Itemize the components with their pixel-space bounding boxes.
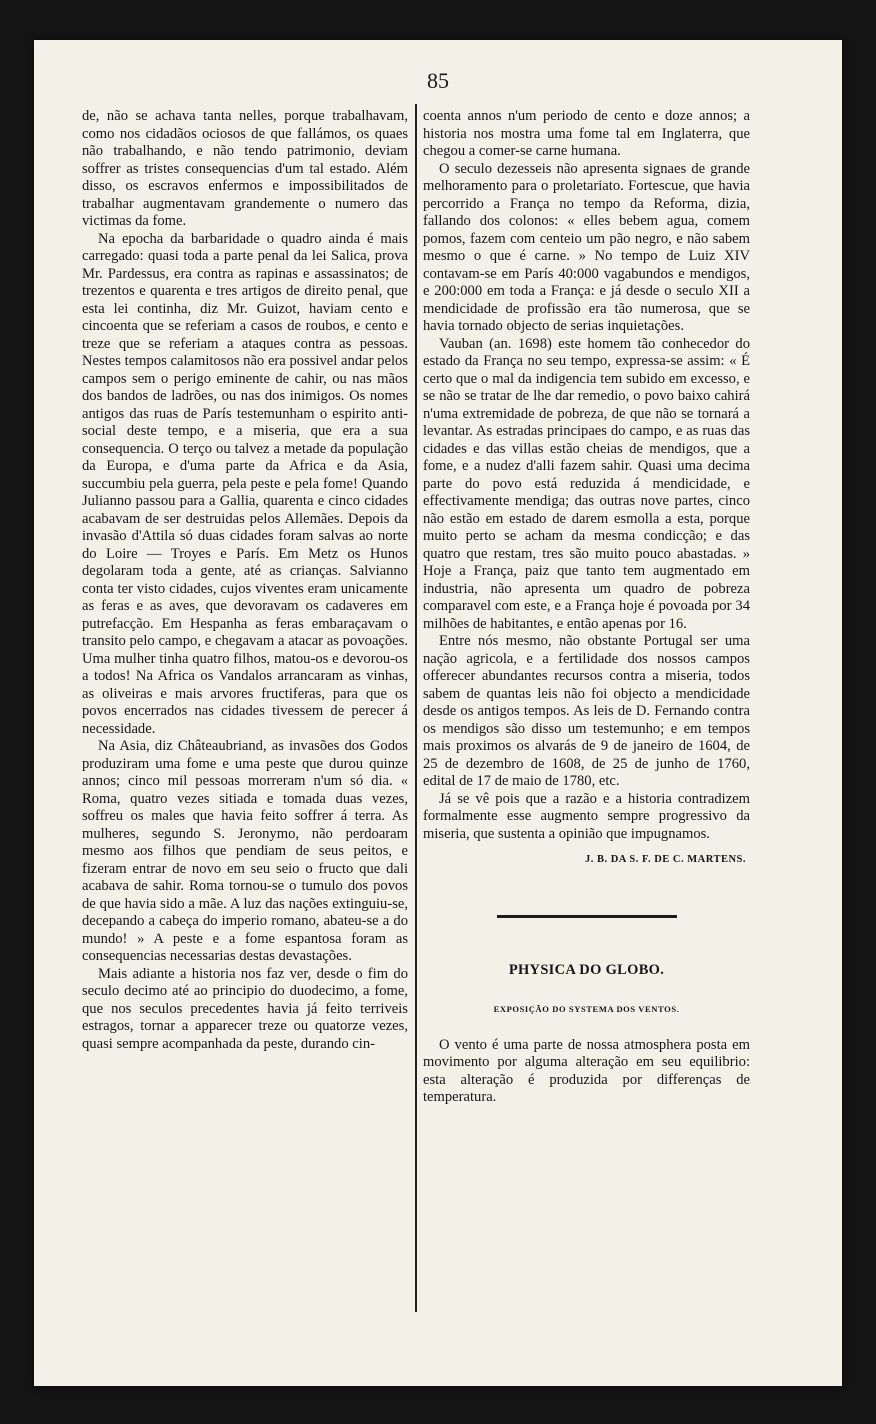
page-number: 85 xyxy=(427,68,449,93)
column-divider xyxy=(415,104,417,1312)
section-lead-paragraph: O vento é uma parte de nossa atmosphera posta em movimento por alguma alteração em seu equilibrio: esta alteração é produzida por differenças de temperatura. xyxy=(423,1036,750,1105)
paragraph: O seculo dezesseis não apresenta signaes de grande melhoramento para o proletariato. Fortescue, que havia percorrido a França no tempo da Reforma, dizia, fallando dos colonos: « elles bebem agua, comem pomos, fazem com centeio um pão negro, e não sabem mesmo o que é carne. » No tempo de Luiz XIV contavam-se em París 40:000 vagabundos e mendigos, e 200:000 em toda a França: e já desde o seculo XII a mendicidade de profissão era tão numerosa, que se havia tornado objecto de serias inquietações. xyxy=(423,160,750,334)
section-subtitle: EXPOSIÇÃO DO SYSTEMA DOS VENTOS. xyxy=(493,1004,680,1014)
paragraph: Mais adiante a historia nos faz ver, desde o fim do seculo decimo até ao principio do duodecimo, a fome, que nos seculos precedentes havia já feito terriveis estragos, tornar a apparecer treze ou quatorze vezes, quasi sempre acompanhada da peste, durando cin- xyxy=(82,965,408,1052)
section-title: PHYSICA DO GLOBO. xyxy=(508,961,665,978)
paragraph: Na epocha da barbaridade o quadro ainda é mais carregado: quasi toda a parte penal da lei Salica, prova Mr. Pardessus, era contra as rapinas e assassinatos; de trezentos e quarenta e tres artigos de direito penal, que esta lei continha, diz Mr. Guizot, haviam cento e cincoenta que se referiam a casos de roubos, e cento e treze que se referiam a ataques contra as pessoas. Nestes tempos calamitosos não era possivel andar pelos campos sem o perigo eminente de cahir, ou nas mãos dos bandos de ladrões, ou nas dos inimigos. Os nomes antigos das ruas de París testemunham o espirito anti-social deste tempo, e a miseria, que era a sua consequencia. O terço ou talvez a metade da população da Europa, e d'uma parte da Africa e da Asia, succumbiu pela guerra, pela peste e pela fome! Quando Julianno passou para a Gallia, quarenta e cinco cidades acabavam de ser destruidas pelos Allemães. Depois da invasão d'Attila só duas cidades foram salvas ao norte do Loire — Troyes e París. Em Metz os Hunos degolaram toda a gente, até as crianças. Salvianno conta ter visto cidades, cujos viventes eram unicamente as feras e as aves, que devoravam os cadaveres em putrefacção. Em Hespanha as feras embaraçavam o transito pelo campo, e chegavam a atacar as povoações. Uma mulher tinha quatro filhos, matou-os e devorou-os a todos! Na Africa os Vandalos arrancaram as vinhas, as oliveiras e mais arvores fructiferas, para que os povos encerrados nas cidades tivessem de perecer á necessidade. xyxy=(82,230,408,737)
paragraph: de, não se achava tanta nelles, porque trabalhavam, como nos cidadãos ociosos de que fallámos, os quaes não trabalhando, e não tendo patrimonio, deviam soffrer as tristes consequencias d'um tal estado. Além disso, os escravos enfermos e impossibilitados de trabalhar augmentavam grandemente o numero das victimas da fome. xyxy=(82,108,408,229)
paragraph: Já se vê pois que a razão e a historia contradizem formalmente esse augmento sempre progressivo da miseria, que sustenta a opinião que impugnamos. xyxy=(423,790,750,842)
author-signature: J. B. DA S. F. DE C. MARTENS. xyxy=(584,854,746,865)
paragraph: Entre nós mesmo, não obstante Portugal ser uma nação agricola, e a fertilidade dos nossos campos offerecer abundantes recursos contra a miseria, todos sabem de quantas leis não foi objecto a mendicidade desde os antigos tempos. As leis de D. Fernando contra os mendigos são disso um testemunho; e em tempos mais proximos os alvarás de 9 de janeiro de 1604, de 25 de dezembro de 1608, de 25 de junho de 1760, edital de 17 de maio de 1780, etc. xyxy=(423,633,750,789)
section-rule xyxy=(497,915,677,918)
paragraph: Vauban (an. 1698) este homem tão conhecedor do estado da França no seu tempo, expressa-se assim: « É certo que o mal da indigencia tem subido em excesso, e se não se tratar de lhe dar remedio, o povo baixo cahirá n'uma extremidade de pobreza, de que não se tornará a levantar. As estradas principaes do campo, e as ruas das cidades e das villas estão cheias de mendigos, que a fome, e a nudez d'alli fazem sahir. Quasi uma decima parte do povo está reduzida á mendicidade, e effectivamente mendiga; das outras nove partes, cinco não estão em estado de darem esmolla a esta, porque muito perto se acham da mesma condicção; e das quatro que restam, tres são muito pouco abastadas. » Hoje a França, paiz que tanto tem augmentado em industria, não apresenta um quadro de pobreza comparavel com este, e a França hoje é povoada por 34 milhões de habitantes, e então apenas por 16. xyxy=(423,335,750,632)
right-column xyxy=(423,108,750,1107)
paragraph: Na Asia, diz Châteaubriand, as invasões dos Godos produziram uma fome e uma peste que durou quinze annos; cinco mil pessoas morreram n'um só dia. « Roma, quatro vezes sitiada e tomada duas vezes, soffreu os males que havia feito soffrer á terra. As mulheres, segundo S. Jeronymo, não perdoaram mesmo aos filhos que pendiam de seus peitos, e fizeram entrar de novo em seu seio o fructo que dali acabava de sahir. Roma tornou-se o tumulo dos povos de que havia sido a mãe. A luz das nações extinguiu-se, decepando a cabeça do imperio romano, abateu-se a do mundo! » A peste e a fome espantosa foram as consequencias necessarias destas devastações. xyxy=(82,738,408,964)
left-column xyxy=(82,108,408,1053)
paragraph: coenta annos n'um periodo de cento e doze annos; a historia nos mostra uma fome tal em Inglaterra, que chegou a comer-se carne humana. xyxy=(423,108,750,159)
newspaper-page xyxy=(34,40,842,1386)
